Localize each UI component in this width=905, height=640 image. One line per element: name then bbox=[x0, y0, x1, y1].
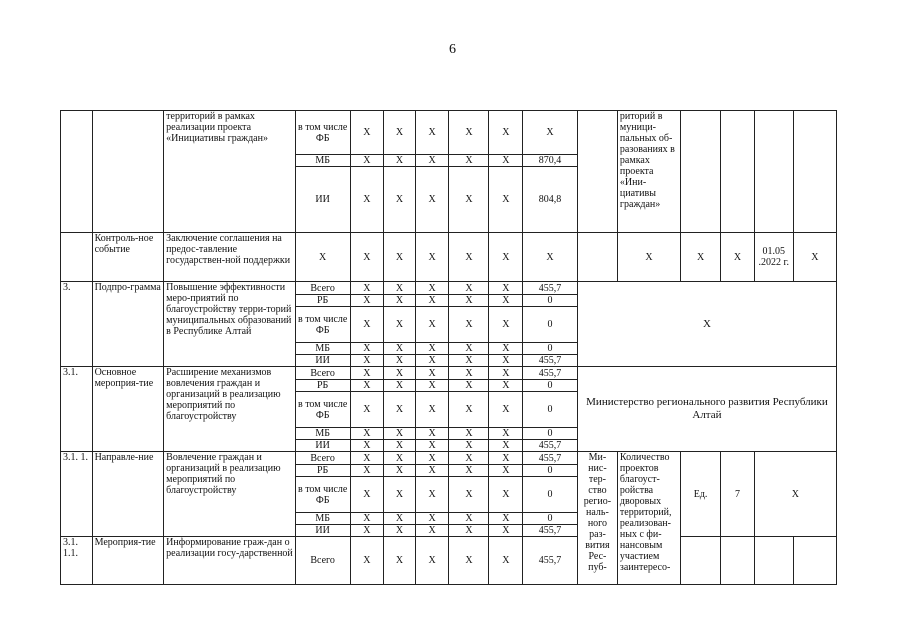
cell-x: Х bbox=[523, 111, 578, 155]
cell-total: 0 bbox=[523, 392, 578, 428]
cell-x: Х bbox=[350, 343, 384, 355]
cell-x: Х bbox=[449, 155, 489, 167]
cell-name: Заключение соглашения на предос-тавление государствен-ной поддержки bbox=[164, 233, 296, 282]
cell-x: Х bbox=[793, 233, 836, 282]
cell-x: Х bbox=[489, 440, 523, 452]
cell-x: Х bbox=[449, 392, 489, 428]
cell-date: 01.05 .2022 г. bbox=[754, 233, 793, 282]
cell-source: МБ bbox=[295, 155, 350, 167]
cell-unit bbox=[681, 111, 721, 233]
cell-x: Х bbox=[384, 282, 416, 295]
cell-source: МБ bbox=[295, 428, 350, 440]
cell-source: в том числе ФБ bbox=[295, 392, 350, 428]
cell-x: Х bbox=[415, 537, 449, 585]
cell-x: Х bbox=[415, 367, 449, 380]
cell-x: Х bbox=[489, 392, 523, 428]
cell-source: ИИ bbox=[295, 355, 350, 367]
cell-total: 455,7 bbox=[523, 282, 578, 295]
page-number: 6 bbox=[449, 42, 456, 57]
cell-x: Х bbox=[489, 307, 523, 343]
cell-x: Х bbox=[415, 295, 449, 307]
cell-x: Х bbox=[449, 355, 489, 367]
cell-x: Х bbox=[489, 452, 523, 465]
cell-num: 3.1. 1. bbox=[61, 452, 93, 537]
cell-x: Х bbox=[350, 440, 384, 452]
cell-x: Х bbox=[384, 167, 416, 233]
cell-x: Х bbox=[415, 155, 449, 167]
cell-x: Х bbox=[415, 355, 449, 367]
table-row bbox=[61, 452, 837, 465]
cell-x: Х bbox=[384, 477, 416, 513]
cell-x: Х bbox=[384, 307, 416, 343]
cell-total: 455,7 bbox=[523, 440, 578, 452]
cell-x: Х bbox=[350, 380, 384, 392]
cell-source: в том числе ФБ bbox=[295, 307, 350, 343]
cell-x: Х bbox=[350, 167, 384, 233]
cell-x: Х bbox=[449, 525, 489, 537]
cell-x: Х bbox=[350, 295, 384, 307]
cell-x: Х bbox=[415, 282, 449, 295]
cell-x: Х bbox=[449, 380, 489, 392]
cell-num: 3. bbox=[61, 282, 93, 367]
cell-x: Х bbox=[449, 440, 489, 452]
cell-responsible bbox=[577, 111, 617, 233]
cell-x: Х bbox=[489, 380, 523, 392]
cell-x: Х bbox=[415, 465, 449, 477]
cell-name: территорий в рамках реализации проекта «Инициативы граждан» bbox=[164, 111, 296, 233]
cell-num: 3.1. 1.1. bbox=[61, 537, 93, 585]
cell-x: Х bbox=[449, 477, 489, 513]
cell-x: Х bbox=[449, 111, 489, 155]
cell-x: Х bbox=[350, 307, 384, 343]
cell-x: Х bbox=[350, 452, 384, 465]
cell-x: Х bbox=[489, 167, 523, 233]
cell-type: Мероприя-тие bbox=[92, 537, 164, 585]
cell-unit bbox=[681, 537, 721, 585]
cell-x: Х bbox=[415, 428, 449, 440]
table-row bbox=[61, 537, 837, 585]
cell-x: Х bbox=[489, 355, 523, 367]
table-row bbox=[61, 282, 837, 295]
cell-name: Расширение механизмов вовлечения граждан и организаций в реализацию мероприятий по благоустройству bbox=[164, 367, 296, 452]
cell-name: Информирование граж-дан о реализации госу-дарственной bbox=[164, 537, 296, 585]
cell-x: Х bbox=[295, 233, 350, 282]
cell-source: МБ bbox=[295, 513, 350, 525]
cell-x: Х bbox=[415, 452, 449, 465]
cell-indicator: Количество проектов благоуст-ройства дворовых территорий, реализован-ных с фи-нансовым участием заинтересо- bbox=[617, 452, 680, 585]
cell-x: Х bbox=[350, 428, 384, 440]
cell-x: Х bbox=[350, 367, 384, 380]
cell-total: 455,7 bbox=[523, 452, 578, 465]
cell-source: Всего bbox=[295, 367, 350, 380]
cell-x: Х bbox=[489, 465, 523, 477]
cell-x: Х bbox=[384, 452, 416, 465]
cell-x: Х bbox=[489, 525, 523, 537]
cell-x: Х bbox=[384, 233, 416, 282]
cell-x: Х bbox=[449, 295, 489, 307]
cell-type: Подпро-грамма bbox=[92, 282, 164, 367]
cell-type: Контроль-ное событие bbox=[92, 233, 164, 282]
cell-x: Х bbox=[489, 343, 523, 355]
cell-x: Х bbox=[489, 282, 523, 295]
cell-type: Направле-ние bbox=[92, 452, 164, 537]
cell-x: Х bbox=[681, 233, 721, 282]
cell-x: Х bbox=[350, 355, 384, 367]
cell-value bbox=[721, 111, 755, 233]
table-row bbox=[61, 367, 837, 380]
cell-x: Х bbox=[384, 355, 416, 367]
cell-value: 7 bbox=[721, 452, 755, 537]
cell-name: Вовлечение граждан и организаций в реализацию мероприятий по благоустройству bbox=[164, 452, 296, 537]
cell-x: Х bbox=[384, 367, 416, 380]
cell-responsible: Ми-нис-тер-ство регио-наль-ного раз-вития Рес-пуб- bbox=[577, 452, 617, 585]
cell-num bbox=[61, 233, 93, 282]
cell-x: Х bbox=[415, 380, 449, 392]
cell-total: 455,7 bbox=[523, 537, 578, 585]
cell-source: МБ bbox=[295, 343, 350, 355]
cell-x: Х bbox=[523, 233, 578, 282]
cell-source: Всего bbox=[295, 452, 350, 465]
table-row-control-event bbox=[61, 233, 837, 282]
cell-x: Х bbox=[350, 465, 384, 477]
cell-x: Х bbox=[384, 380, 416, 392]
cell-source: Всего bbox=[295, 537, 350, 585]
cell-x: Х bbox=[350, 155, 384, 167]
cell-x: Х bbox=[384, 440, 416, 452]
cell-x: Х bbox=[350, 477, 384, 513]
cell-x: Х bbox=[384, 343, 416, 355]
cell-x: Х bbox=[350, 513, 384, 525]
cell-total: 0 bbox=[523, 513, 578, 525]
cell-num bbox=[61, 111, 93, 233]
cell-x: Х bbox=[384, 295, 416, 307]
cell-x: Х bbox=[350, 111, 384, 155]
cell-x: Х bbox=[489, 295, 523, 307]
cell-x: Х bbox=[489, 428, 523, 440]
cell-extra bbox=[793, 111, 836, 233]
cell-x: Х bbox=[415, 343, 449, 355]
cell-x: Х bbox=[489, 155, 523, 167]
table-row bbox=[61, 111, 837, 155]
cell-x: Х bbox=[415, 392, 449, 428]
cell-source: РБ bbox=[295, 380, 350, 392]
cell-total: 0 bbox=[523, 343, 578, 355]
cell-num: 3.1. bbox=[61, 367, 93, 452]
cell-type bbox=[92, 111, 164, 233]
cell-value bbox=[721, 537, 755, 585]
cell-total: 0 bbox=[523, 307, 578, 343]
cell-x: Х bbox=[384, 392, 416, 428]
cell-source: в том числе ФБ bbox=[295, 111, 350, 155]
cell-total: 0 bbox=[523, 295, 578, 307]
cell-x: Х bbox=[415, 440, 449, 452]
cell-total: 455,7 bbox=[523, 367, 578, 380]
cell-total: 0 bbox=[523, 477, 578, 513]
cell-x: Х bbox=[415, 513, 449, 525]
cell-x: Х bbox=[350, 282, 384, 295]
cell-x: Х bbox=[449, 428, 489, 440]
cell-total: 455,7 bbox=[523, 355, 578, 367]
cell-source: РБ bbox=[295, 465, 350, 477]
cell-x: Х bbox=[449, 307, 489, 343]
cell-merged-x: Х bbox=[577, 282, 836, 367]
cell-x: Х bbox=[350, 537, 384, 585]
cell-x: Х bbox=[384, 155, 416, 167]
cell-total: 0 bbox=[523, 428, 578, 440]
cell-x: Х bbox=[350, 525, 384, 537]
cell-x: Х bbox=[489, 477, 523, 513]
cell-x: Х bbox=[449, 282, 489, 295]
cell-x: Х bbox=[384, 111, 416, 155]
cell-indicator: риторий в муници-пальных об-разованиях в рамках проекта «Ини-циативы граждан» bbox=[617, 111, 680, 233]
cell-x: Х bbox=[415, 233, 449, 282]
cell-x: Х bbox=[415, 167, 449, 233]
cell-responsible-merged: Министерство регионального развития Республики Алтай bbox=[577, 367, 836, 452]
cell-x: Х bbox=[449, 537, 489, 585]
cell-x: Х bbox=[489, 513, 523, 525]
cell-x: Х bbox=[449, 343, 489, 355]
cell-extra bbox=[793, 537, 836, 585]
cell-total: 0 bbox=[523, 380, 578, 392]
cell-x: Х bbox=[617, 233, 680, 282]
cell-x: Х bbox=[754, 452, 836, 537]
cell-x: Х bbox=[449, 513, 489, 525]
cell-total: 0 bbox=[523, 465, 578, 477]
cell-total: 455,7 bbox=[523, 525, 578, 537]
cell-x: Х bbox=[449, 452, 489, 465]
cell-x: Х bbox=[449, 233, 489, 282]
cell-x: Х bbox=[415, 111, 449, 155]
cell-total: 870,4 bbox=[523, 155, 578, 167]
cell-responsible bbox=[577, 233, 617, 282]
cell-x: Х bbox=[415, 525, 449, 537]
cell-type: Основное мероприя-тие bbox=[92, 367, 164, 452]
cell-x: Х bbox=[489, 233, 523, 282]
program-table bbox=[60, 110, 837, 585]
cell-x: Х bbox=[384, 525, 416, 537]
cell-x: Х bbox=[449, 167, 489, 233]
cell-source: Всего bbox=[295, 282, 350, 295]
cell-source: ИИ bbox=[295, 440, 350, 452]
cell-x: Х bbox=[350, 233, 384, 282]
cell-x: Х bbox=[384, 513, 416, 525]
cell-x: Х bbox=[384, 428, 416, 440]
cell-source: РБ bbox=[295, 295, 350, 307]
cell-x: Х bbox=[489, 111, 523, 155]
cell-date bbox=[754, 537, 793, 585]
cell-unit: Ед. bbox=[681, 452, 721, 537]
cell-x: Х bbox=[449, 465, 489, 477]
cell-x: Х bbox=[489, 537, 523, 585]
cell-x: Х bbox=[415, 307, 449, 343]
cell-source: ИИ bbox=[295, 167, 350, 233]
cell-x: Х bbox=[721, 233, 755, 282]
cell-x: Х bbox=[384, 537, 416, 585]
cell-x: Х bbox=[415, 477, 449, 513]
cell-x: Х bbox=[449, 367, 489, 380]
cell-date bbox=[754, 111, 793, 233]
cell-x: Х bbox=[350, 392, 384, 428]
cell-x: Х bbox=[489, 367, 523, 380]
cell-source: ИИ bbox=[295, 525, 350, 537]
cell-x: Х bbox=[384, 465, 416, 477]
cell-source: в том числе ФБ bbox=[295, 477, 350, 513]
cell-total: 804,8 bbox=[523, 167, 578, 233]
cell-name: Повышение эффективности меро-приятий по благоустройству терри-торий муниципальных образований в Республике Алтай bbox=[164, 282, 296, 367]
